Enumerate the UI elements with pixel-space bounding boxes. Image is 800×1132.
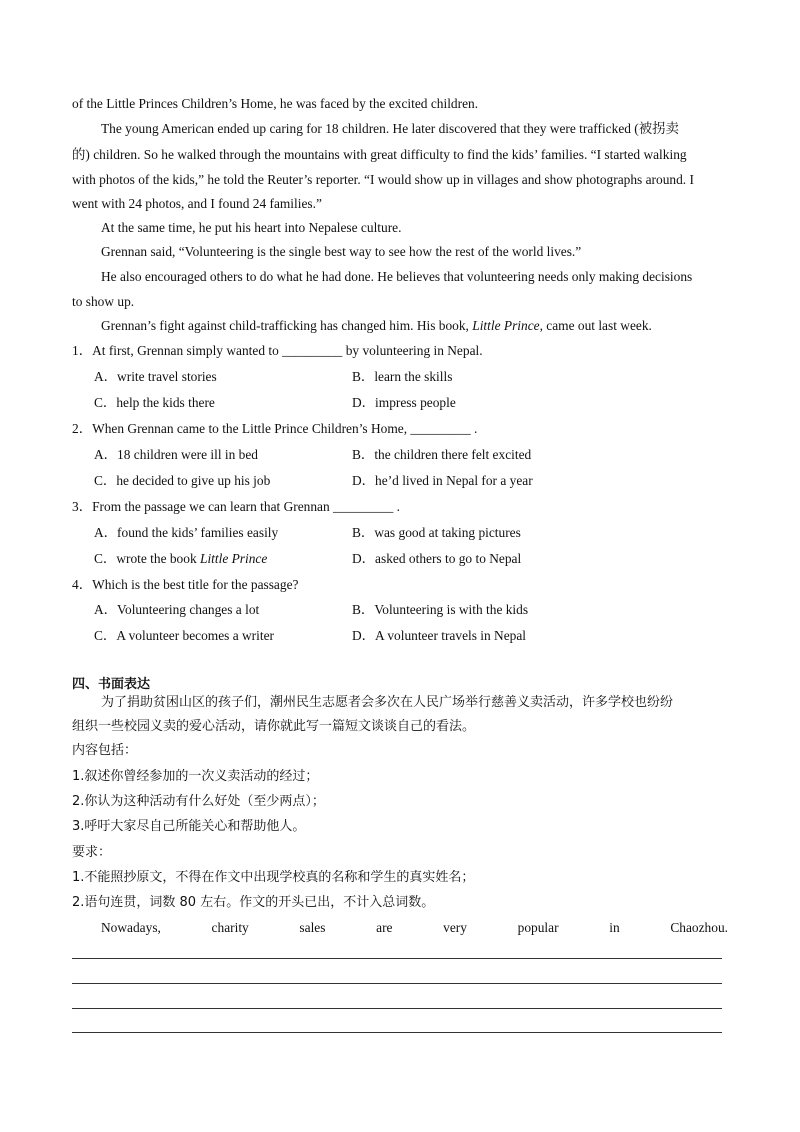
passage-text: Grennan’s fight against child-trafficking has changed him. His book, [101,318,473,333]
writing-intro: 组织一些校园义卖的爱心活动，请你就此写一篇短文谈谈自己的看法。 [72,719,476,734]
book-title: Little Prince [472,318,540,333]
question-stem: 2．When Grennan came to the Little Prince Children’s Home, _________ . [72,421,478,436]
passage-line: 的) children. So he walked through the mountains with great difficulty to find the kids’ families. “I started walking [72,147,687,162]
essay-opening: Nowadays, charity sales are very popular in Chaozhou. [101,920,728,935]
question-stem: 4．Which is the best title for the passage? [72,577,299,592]
answer-option[interactable]: C．he decided to give up his job [94,473,271,488]
answer-option[interactable]: A．Volunteering changes a lot [94,602,260,617]
requirements-label: 要求： [72,845,112,860]
answer-line[interactable] [72,1032,722,1033]
option-text: C．wrote the book [94,551,200,566]
content-item: 2.你认为这种活动有什么好处（至少两点）； [72,794,325,809]
answer-option[interactable]: A．write travel stories [94,369,217,384]
passage-text: , came out last week. [539,318,652,333]
question-stem: 1．At first, Grennan simply wanted to _________ by volunteering in Nepal. [72,343,483,358]
passage-line: Grennan said, “Volunteering is the single best way to see how the rest of the world lives.” [101,244,582,259]
requirement-item: 2.语句连贯，词数 80 左右。作文的开头已出，不计入总词数。 [72,895,435,910]
answer-option[interactable] [94,550,267,568]
answer-option[interactable]: D．asked others to go to Nepal [352,551,522,566]
passage-line: of the Little Princes Children’s Home, he was faced by the excited children. [72,96,479,111]
answer-line[interactable] [72,1008,722,1009]
answer-option[interactable]: B．Volunteering is with the kids [352,602,529,617]
content-item: 1.叙述你曾经参加的一次义卖活动的经过； [72,769,319,784]
content-item: 3.呼吁大家尽自己所能关心和帮助他人。 [72,819,306,834]
section-heading: 四、书面表达 [72,677,151,692]
passage-line [101,317,728,335]
passage-line: with photos of the kids,” he told the Reuter’s reporter. “I would show up in villages and show photographs around. I [72,172,694,187]
passage-line: The young American ended up caring for 18 children. He later discovered that they were trafficked (被拐卖 [101,121,679,136]
answer-option[interactable]: D．he’d lived in Nepal for a year [352,473,533,488]
passage-line: to show up. [72,294,135,309]
answer-option[interactable]: B．learn the skills [352,369,453,384]
answer-line[interactable] [72,983,722,984]
answer-option[interactable]: C．help the kids there [94,395,215,410]
answer-line[interactable] [72,958,722,959]
answer-option[interactable]: B．was good at taking pictures [352,525,521,540]
passage-line: went with 24 photos, and I found 24 families.” [72,196,322,211]
answer-option[interactable]: C．A volunteer becomes a writer [94,628,274,643]
answer-option[interactable]: D．A volunteer travels in Nepal [352,628,527,643]
requirement-item: 1.不能照抄原文，不得在作文中出现学校真的名称和学生的真实姓名； [72,870,475,885]
answer-option[interactable]: B．the children there felt excited [352,447,532,462]
answer-option[interactable]: A．18 children were ill in bed [94,447,258,462]
answer-option[interactable]: D．impress people [352,395,456,410]
passage-line: At the same time, he put his heart into Nepalese culture. [101,220,402,235]
content-label: 内容包括： [72,743,138,758]
answer-option[interactable]: A．found the kids’ families easily [94,525,279,540]
question-stem: 3．From the passage we can learn that Grennan _________ . [72,499,400,514]
writing-intro: 为了捐助贫困山区的孩子们，潮州民生志愿者会多次在人民广场举行慈善义卖活动，许多学校也纷纷 [101,695,674,710]
passage-line: He also encouraged others to do what he had done. He believes that volunteering needs only making decisions [101,269,693,284]
book-title: Little Prince [200,551,268,566]
